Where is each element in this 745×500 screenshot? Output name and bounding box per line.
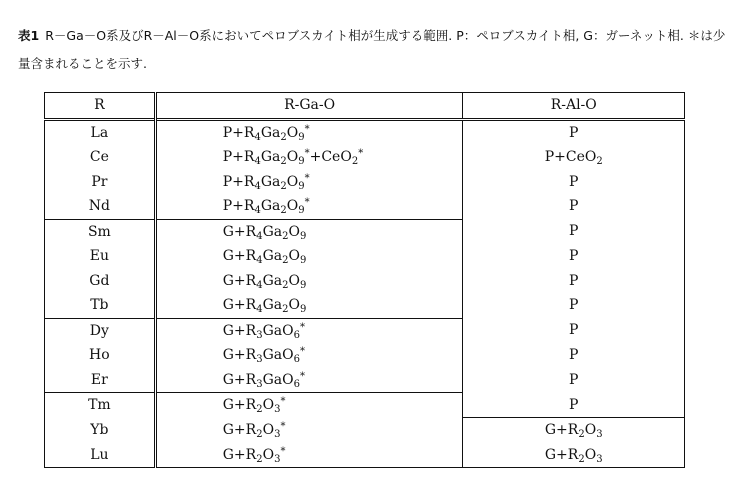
table-row <box>45 145 685 170</box>
cell-element: Lu <box>45 443 156 468</box>
cell-r-ga-o: $G+R_3GaO_6^*$ <box>155 343 463 368</box>
cell-element: Eu <box>45 244 156 269</box>
cell-r-ga-o: $P+R_4Ga_2O_9^*$ <box>155 119 463 145</box>
table-row <box>45 343 685 368</box>
cell-r-ga-o: $G+R_3GaO_6^*$ <box>155 318 463 343</box>
cell-r-ga-o: $G+R_4Ga_2O_9$ <box>155 269 463 294</box>
cell-r-al-o: P <box>569 173 579 190</box>
cell-r-ga-o: $G+R_4Ga_2O_9$ <box>155 219 463 244</box>
table-row <box>45 443 685 468</box>
cell-r-al-o: P <box>569 223 579 240</box>
table-header-row <box>45 93 685 120</box>
caption-text: R－Ga－O系及びR－Al－O系においてペロブスカイト相が生成する範囲. P：ペロブスカイト相, G：ガーネット相. ＊は少量含まれることを示す. <box>18 28 726 71</box>
cell-element: Pr <box>45 170 156 195</box>
results-table <box>44 92 685 468</box>
cell-r-al-o: P <box>569 297 579 314</box>
table-row <box>45 418 685 443</box>
cell-element: Tb <box>45 293 156 318</box>
cell-r-ga-o: $G+R_4Ga_2O_9$ <box>155 293 463 318</box>
cell-r-al-o: P <box>569 124 579 141</box>
cell-r-al-o: P <box>569 396 579 413</box>
cell-r-al-o: P <box>569 347 579 363</box>
cell-element: Dy <box>45 318 156 343</box>
cell-r-ga-o: $P+R_4Ga_2O_9^*$ <box>155 194 463 219</box>
cell-element: Ce <box>45 145 156 170</box>
cell-element: Tm <box>45 393 156 418</box>
table-row <box>45 194 685 219</box>
cell-r-ga-o: $G+R_2O_3^*$ <box>155 393 463 418</box>
cell-r-ga-o: $G+R_2O_3^*$ <box>155 418 463 443</box>
cell-element: Nd <box>45 194 156 219</box>
table-caption <box>18 22 733 78</box>
table-row <box>45 244 685 269</box>
cell-r-al-o: $G+R_2O_3$ <box>463 418 685 443</box>
header-r-ga-o: R-Ga-O <box>155 93 463 120</box>
cell-r-ga-o: $G+R_4Ga_2O_9$ <box>155 244 463 269</box>
cell-r-al-o: P+CeO$_2$ <box>544 149 603 167</box>
header-r-al-o: R-Al-O <box>550 97 597 113</box>
cell-r-ga-o: $G+R_2O_3^*$ <box>155 443 463 468</box>
cell-r-ga-o: $P+R_4Ga_2O_9^*+CeO_2^*$ <box>155 145 463 170</box>
cell-element: Gd <box>45 269 156 294</box>
cell-r-ga-o: $G+R_3GaO_6^*$ <box>155 368 463 393</box>
table-row <box>45 368 685 393</box>
table-row <box>45 170 685 195</box>
cell-r-al-o: P <box>569 322 579 339</box>
header-r: R <box>45 93 156 120</box>
cell-r-ga-o: $P+R_4Ga_2O_9^*$ <box>155 170 463 195</box>
cell-r-al-o: $G+R_2O_3$ <box>544 446 603 465</box>
table-number: 表1 <box>18 28 40 43</box>
cell-r-al-o: P <box>569 198 579 215</box>
table-row <box>45 219 685 244</box>
cell-r-al-o: P <box>569 371 579 388</box>
table-row <box>45 119 685 145</box>
cell-element: Ho <box>45 343 156 368</box>
cell-element: Er <box>45 368 156 393</box>
cell-element: Yb <box>45 418 156 443</box>
cell-element: Sm <box>45 219 156 244</box>
cell-r-al-o: P <box>569 272 579 289</box>
table-row <box>45 293 685 318</box>
cell-r-al-o: P <box>569 248 579 264</box>
table-row <box>45 393 685 418</box>
cell-element: La <box>45 119 156 145</box>
table-row <box>45 269 685 294</box>
table-row <box>45 318 685 343</box>
